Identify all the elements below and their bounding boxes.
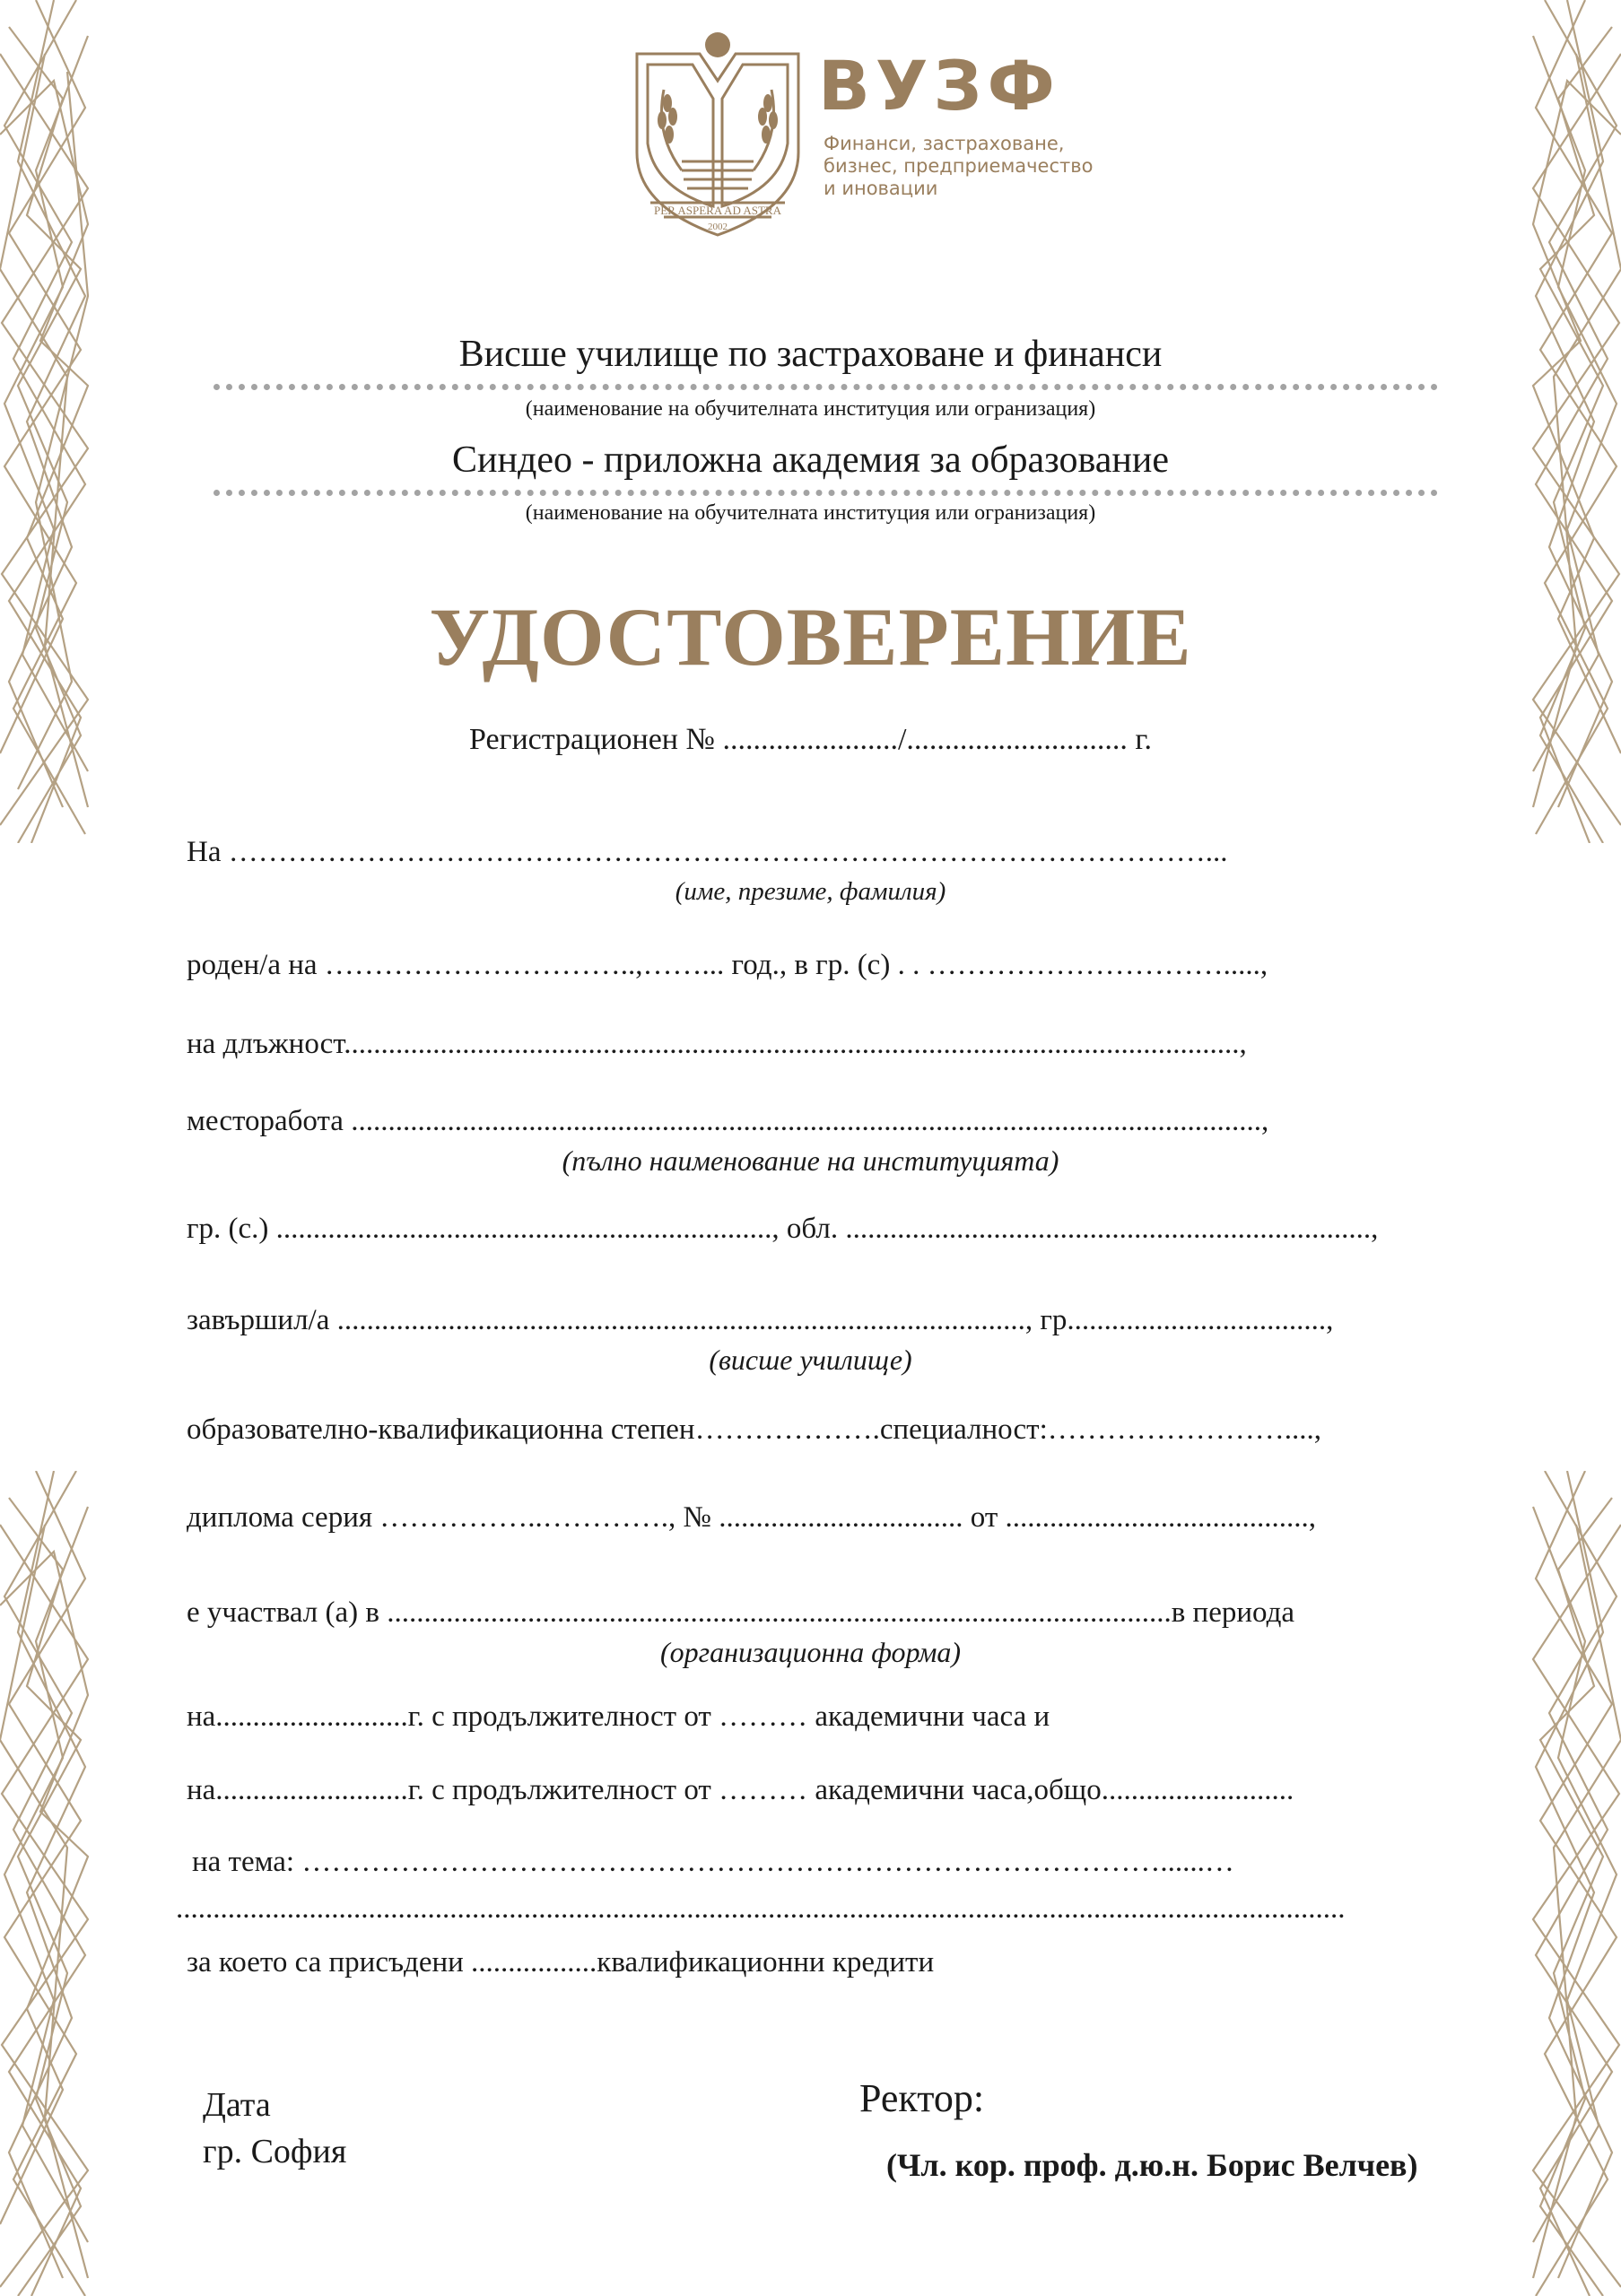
field-topic: на тема: ……………………………………………………………………………......…: [192, 1846, 1234, 1878]
registration-number: Регистрационен № ......................./............................. г.: [468, 723, 1152, 756]
logo-motto: PER ASPERA AD ASTRA: [654, 204, 781, 217]
left-ornament-top: [0, 0, 90, 843]
left-ornament-bottom: [0, 1471, 90, 2296]
rector-label: Ректор:: [859, 2076, 985, 2120]
field-credits: за което са присъдени .................квалификационни кредити: [187, 1946, 935, 1979]
logo-tagline-line: и иновации: [824, 178, 938, 199]
field-diploma: диплома серия ……………..…………., № ................................. от .........................................,: [187, 1501, 1317, 1534]
workplace-hint: (пълно наименование на институцията): [562, 1144, 1059, 1177]
participated-hint: (организационна форма): [659, 1636, 962, 1668]
field-period-2: на..........................г. с продължителност от ……… академични часа,общо..........................: [187, 1774, 1294, 1806]
document-title: УДОСТОВЕРЕНИЕ: [429, 591, 1192, 683]
date-label: Дата: [203, 2086, 271, 2124]
field-city-region: гр. (с.) ..................................................................., обл. .......................................................................,: [187, 1213, 1379, 1245]
institution-hint: (наименование на обучителната институция или огранизация): [525, 397, 1096, 421]
field-topic-continuation: ..............................................................................................................................................................: [176, 1892, 1346, 1925]
field-participated: е участвал (а) в ..........................................................................................................в периода: [187, 1596, 1295, 1629]
field-period-1: на..........................г. с продължителност от ……… академични часа и: [187, 1700, 1050, 1733]
right-ornament-bottom: [1531, 1471, 1621, 2296]
institution-dotted-rule: [214, 384, 1438, 390]
logo-tagline-line: Финанси, застраховане,: [824, 133, 1065, 154]
partner-dotted-rule: [214, 490, 1438, 496]
vuzf-logo: [628, 27, 1112, 251]
partner-hint: (наименование на обучителната институция или огранизация): [525, 501, 1096, 525]
logo-tagline-line: бизнес, предприемачество: [824, 155, 1094, 177]
right-ornament-top: [1531, 0, 1621, 843]
field-position: на длъжност.........................................................................................................................,: [187, 1028, 1247, 1060]
logo-name: ВУЗФ: [818, 46, 1060, 126]
vuzf-emblem-icon: [628, 27, 807, 242]
field-degree: образователно-квалификационна степен……………….специалност:……………………....,: [187, 1413, 1321, 1446]
institution-name: Висше училище по застраховане и финанси: [458, 334, 1163, 375]
field-workplace: месторабота ...........................................................................................................................,: [187, 1105, 1269, 1137]
partner-name: Синдео - приложна академия за образование: [451, 439, 1169, 481]
field-born: роден/а на …………………………..,……... год., в гр. (с) . . ………………………….....,: [187, 949, 1268, 981]
rector-name: (Чл. кор. проф. д.ю.н. Борис Велчев): [886, 2147, 1418, 2183]
field-recipient: На ………………………………………………………………………………………...: [187, 836, 1228, 868]
graduated-hint: (висше училище): [709, 1344, 912, 1376]
recipient-hint: (име, презиме, фамилия): [675, 877, 946, 906]
field-graduated: завършил/а ............................................................................................., гр...................................,: [187, 1304, 1334, 1336]
city-label: гр. София: [203, 2133, 347, 2170]
logo-tagline: [824, 133, 1120, 200]
logo-year: 2002: [708, 222, 728, 232]
